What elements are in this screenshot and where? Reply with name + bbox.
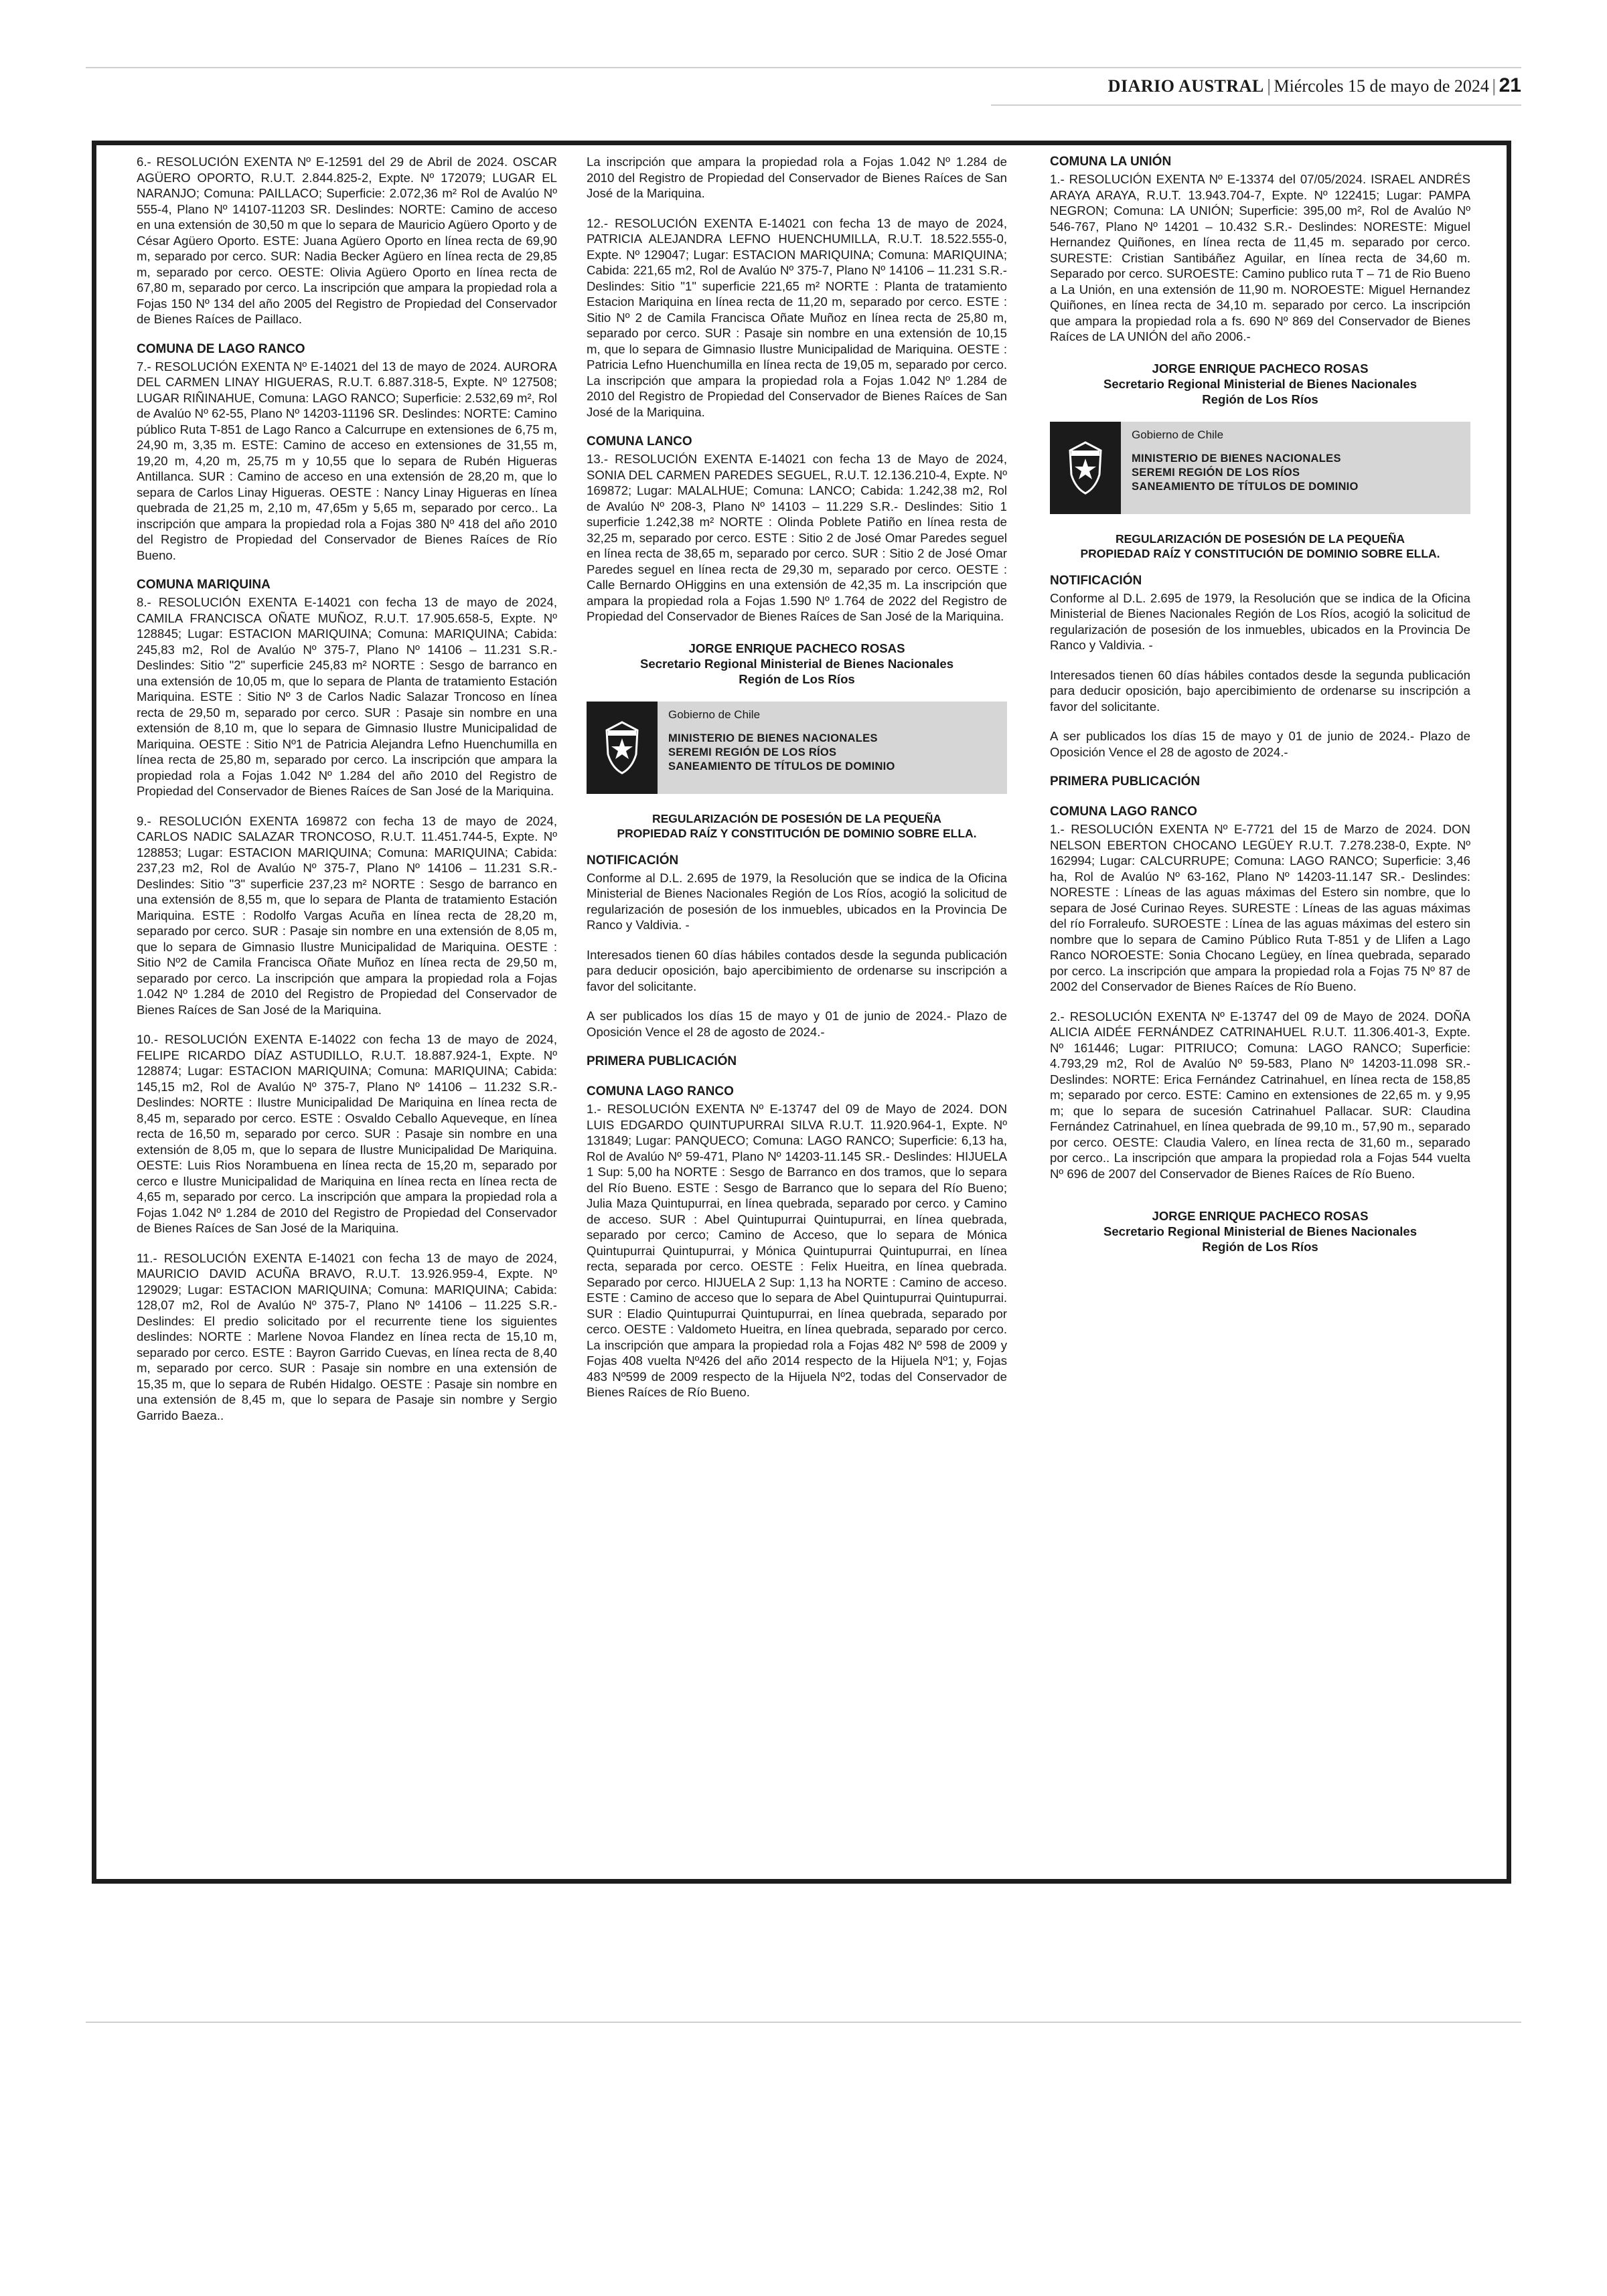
masthead-rule: [991, 104, 1521, 106]
section-heading-la-union: COMUNA LA UNIÓN: [1050, 155, 1172, 169]
publication-dates-2: A ser publicados los días 15 de mayo y 01 de junio de 2024.- Plazo de Oposición Vence el 28 de agosto de 2024.-: [1050, 729, 1470, 759]
resolution-9: 9.- RESOLUCIÓN EXENTA 169872 con fecha 13 de mayo de 2024, CARLOS NADIC SALAZAR TRONCOSO, R.U.T. 11.451.744-5, Expte. Nº 128853; Lugar: ESTACION MARIQUINA; Comuna: MARIQUINA; Cabida: 237,23 m2, Rol de Avalúo Nº 375-7, Plano Nº 14106 – 11.231 S.R.- Deslindes: Sitio "3" superficie 237,23 m² NORTE : Sesgo de barranco en una extensión de 8,55 m, que lo separa de Planta de tratamiento Estación Mariquina. ESTE : Rodolfo Vargas Acuña en línea recta de 28,20 m, separado por cerco. SUR : Pasaje sin nombre en una extensión de 8,05 m, que lo separa de Gimnasio Ilustre Municipalidad de Mariquina. OESTE : Sitio Nº2 de Camila Francisca Oñate Muñoz en línea recta de 29,50 m, separado por cerco. La inscripción que ampara la propiedad rola a Fojas 1.042 Nº 1.284 de 2010 del Registro de Propiedad del Conservador de Bienes Raíces de San José de la Mariquina.: [137, 813, 557, 1017]
signatory-name: JORGE ENRIQUE PACHECO ROSAS: [688, 641, 905, 655]
section-heading-lago-ranco-3: COMUNA LAGO RANCO: [1050, 805, 1197, 819]
masthead: DIARIO AUSTRAL | Miércoles 15 de mayo de 2024 | 21: [1107, 74, 1521, 96]
notification-heading: NOTIFICACIÓN: [587, 853, 679, 868]
regularization-title-line-2: PROPIEDAD RAÍZ Y CONSTITUCIÓN DE DOMINIO SOBRE ELLA.: [1080, 546, 1440, 560]
signatory-region: Región de Los Ríos: [1202, 1240, 1318, 1254]
banner-saneamiento: SANEAMIENTO DE TÍTULOS DE DOMINIO: [668, 760, 895, 772]
government-banner: [587, 702, 1007, 794]
resolution-lago-ranco-1b: 1.- RESOLUCIÓN EXENTA Nº E-7721 del 15 de Marzo de 2024. DON NELSON EBERTON CHOCANO LEGÜEY R.U.T. 7.278.238-0, Expte. Nº 162994; Lugar: CALCURRUPE; Comuna: LAGO RANCO; Superficie: 3,46 ha, Rol de Avalúo Nº 63-162, Plano Nº 14203-11.147 SR.- Deslindes: NORESTE : Líneas de las aguas máximas del Estero sin nombre, que lo separa de José Curinao Reyes. SURESTE : Líneas de las aguas máximas del río Forraleufo. SUROESTE : Línea de las aguas máximas del estero sin nombre que lo separa de Camino Público Ruta T-851 y de Llifen a Lago Ranco NOROESTE: Sonia Chocano Legüey, en línea quebrada, separado por cerco. La inscripción que ampara la propiedad rola a Fojas 75 Nº 87 de 2002 del Conservador de Bienes Raíces de Río Bueno.: [1050, 822, 1470, 993]
column-1: [137, 154, 557, 1437]
resolution-11: 11.- RESOLUCIÓN EXENTA E-14021 con fecha 13 de mayo de 2024, MAURICIO DAVID ACUÑA BRAVO, R.U.T. 13.926.959-4, Expte. Nº 129029; Lugar: ESTACION MARIQUINA; Comuna: MARIQUINA; Cabida: 128,07 m2, Rol de Avalúo Nº 375-7, Plano Nº 14106 – 11.225 S.R.- Deslindes: El predio solicitado por el recurrente tiene los siguientes deslindes: NORTE : Marlene Novoa Flandez en línea recta de 15,10 m, separado por cerco. ESTE : Bayron Garrido Cuevas, en línea recta de 8,40 m, separado por cerco. SUR : Pasaje sin nombre en una extensión de 15,35 m, que lo separa de Rubén Hidalgo. OESTE : Pasaje sin nombre en una extensión de 8,45 m, que lo separa de Pasaje sin nombre y Sergio Garrido Baeza..: [137, 1250, 557, 1422]
regularization-title: [587, 811, 1007, 841]
notification-text-2: Conforme al D.L. 2.695 de 1979, la Resolución que se indica de la Oficina Ministerial de Bienes Nacionales Región de Los Ríos, acogió la solicitud de regularización de posesión de los inmuebles, ubicados en la Provincia De Ranco y Valdivia. -: [1050, 590, 1470, 652]
section-heading-lago-ranco-2: COMUNA LAGO RANCO: [587, 1084, 734, 1098]
banner-seremi: SEREMI REGIÓN DE LOS RÍOS: [668, 746, 837, 758]
chile-coat-of-arms-icon: [1050, 422, 1121, 514]
resolution-11-continued: La inscripción que ampara la propiedad rola a Fojas 1.042 Nº 1.284 de 2010 del Registro de Propiedad del Conservador de Bienes Raíces de San José de la Mariquina.: [587, 155, 1007, 200]
signature-block: [587, 641, 1007, 687]
bottom-rule: [86, 2022, 1521, 2023]
banner-gobierno: Gobierno de Chile: [1132, 428, 1224, 441]
chile-coat-of-arms-icon: [587, 702, 658, 794]
signatory-region: Región de Los Ríos: [1202, 392, 1318, 406]
notification-text: Conforme al D.L. 2.695 de 1979, la Resolución que se indica de la Oficina Ministerial de Bienes Nacionales Región de Los Ríos, acogió la solicitud de regularización de posesión de los inmuebles, ubicados en la Provincia De Ranco y Valdivia. -: [587, 870, 1007, 932]
signatory-title: Secretario Regional Ministerial de Bienes Nacionales: [1103, 1224, 1418, 1238]
resolution-lago-ranco-2: 2.- RESOLUCIÓN EXENTA Nº E-13747 del 09 de Mayo de 2024. DOÑA ALICIA AIDÉE FERNÁNDEZ CATRINAHUEL R.U.T. 11.306.401-3, Expte. Nº 161446; Lugar: PITRIUCO; Comuna: LAGO RANCO; Superficie: 4.793,29 m2, Rol de Avalúo Nº 59-583, Plano Nº 14203-11.098 SR.- Deslindes: NORTE: Erica Fernández Catrinahuel, en línea recta de 158,85 m; separado por cerco. ESTE: Camino en extensiones de 22,65 m. y 9,95 m; que lo separa de sucesión Catrinahuel Pallacar. SUR: Claudina Fernández Catrinahuel, en línea quebrada de 99,10 m., 57,90 m., separado por cerco. OESTE: Claudia Valero, en línea recta de 31,60 m., separado por cerco.. La inscripción que ampara la propiedad rola a Fojas 544 vuelta Nº 696 de 2007 del Conservador de Bienes Raíces de Río Bueno.: [1050, 1009, 1470, 1181]
opposition-text-2: Interesados tienen 60 días hábiles contados desde la segunda publicación para deducir oposición, bajo apercibimiento de ordenarse su inscripción a favor del solicitante.: [1050, 667, 1470, 714]
section-heading-lago-ranco: COMUNA DE LAGO RANCO: [137, 341, 305, 356]
signatory-region: Región de Los Ríos: [739, 671, 855, 686]
first-publication-heading-2: PRIMERA PUBLICACIÓN: [1050, 774, 1201, 789]
banner-gobierno: Gobierno de Chile: [668, 708, 761, 721]
signature-block-2: [1050, 361, 1470, 407]
signature-block-3: [1050, 1208, 1470, 1254]
column-2: [587, 154, 1007, 1414]
resolution-7: 7.- RESOLUCIÓN EXENTA Nº E-14021 del 13 de mayo de 2024. AURORA DEL CARMEN LINAY HIGUERAS, R.U.T. 6.887.318-5, Expte. Nº 127508; LUGAR RIÑINAHUE, Comuna: LAGO RANCO; Superficie: 2.532,69 m², Rol de Avalúo Nº 62-55, Plano Nº 14203-11196 SR. Deslindes: NORTE: Camino público Ruta T-851 de Lago Ranco a Calcurrupe en extensiones de 6,75 m, 24,90 m, 3,35 m. ESTE: Camino de acceso en extensiones de 31,55 m, 19,20 m, 4,20 m, 25,75 m y 10,55 que lo separa de Rubén Higueras Antillanca. SUR : Camino de acceso en una extensión de 28,20 m, que lo separa de Carlos Linay Higueras. OESTE : Nancy Linay Higueras en línea quebrada de 21,25 m, 2,10 m, 47,65m y 5,65 m, separado por cerco.. La inscripción que ampara la propiedad rola a Fojas 380 Nº 418 del año 2010 del Registro de Propiedad del Conservador de Bienes Raíces de Río Bueno.: [137, 359, 557, 562]
regularization-title-2: [1050, 531, 1470, 561]
signatory-name: JORGE ENRIQUE PACHECO ROSAS: [1152, 1209, 1369, 1223]
banner-ministry: MINISTERIO DE BIENES NACIONALES: [1132, 453, 1341, 465]
page-number: 21: [1499, 74, 1521, 96]
banner-seremi: SEREMI REGIÓN DE LOS RÍOS: [1132, 467, 1300, 479]
regularization-title-line-1: REGULARIZACIÓN DE POSESIÓN DE LA PEQUEÑA: [1115, 531, 1405, 546]
regularization-title-line-2: PROPIEDAD RAÍZ Y CONSTITUCIÓN DE DOMINIO SOBRE ELLA.: [617, 826, 977, 840]
first-publication-heading: PRIMERA PUBLICACIÓN: [587, 1054, 737, 1068]
newspaper-name: DIARIO AUSTRAL: [1107, 76, 1264, 96]
notification-heading-2: NOTIFICACIÓN: [1050, 573, 1142, 588]
column-3: [1050, 154, 1470, 1269]
resolution-6: 6.- RESOLUCIÓN EXENTA Nº E-12591 del 29 de Abril de 2024. OSCAR AGÜERO OPORTO, R.U.T. 2.844.825-2, Expte. Nº 172079; LUGAR EL NARANJO; Comuna: PAILLACO; Superficie: 2.072,36 m² Rol de Avalúo Nº 555-4, Plano Nº 14107-11203 SR. Deslindes: NORTE: Camino de acceso en una extensión de 30,50 m que lo separa de Mauricio Agüero Oporto y de César Agüero Oporto. ESTE: Juana Agüero Oporto en línea recta de 69,90 m, separado por cerco. SUR: Nadia Becker Agüero en línea recta de 29,85 m, separado por cerco. OESTE: Olivia Agüero Oporto en línea recta de 67,80 m, separado por cerco. La inscripción que ampara la propiedad rola a Fojas 150 Nº 134 del año 2005 del Registro de Propiedad del Conservador de Bienes Raíces de Paillaco.: [137, 155, 557, 326]
government-banner-2: [1050, 422, 1470, 514]
top-rule: [86, 67, 1521, 68]
banner-saneamiento: SANEAMIENTO DE TÍTULOS DE DOMINIO: [1132, 481, 1359, 493]
resolution-10: 10.- RESOLUCIÓN EXENTA E-14022 con fecha 13 de mayo de 2024, FELIPE RICARDO DÍAZ ASTUDILLO, R.U.T. 18.887.924-1, Expte. Nº 128874; Lugar: ESTACION MARIQUINA; Comuna: MARIQUINA; Cabida: 145,15 m2, Rol de Avalúo Nº 375-7, Plano Nº 14106 – 11.232 S.R.- Deslindes: NORTE : Ilustre Municipalidad De Mariquina en línea recta de 8,45 m, separado por cerco. ESTE : Osvaldo Ceballo Aqueveque, en línea recta de 16,50 m, separado por cerco. SUR : Pasaje sin nombre en una extensión de 8,05 m, que lo separa de Ilustre Municipalidad De Mariquina. OESTE: Luis Rios Norambuena en línea recta de 15,20 m, separado por cerco e Ilustre Municipalidad de Mariquina en línea recta en línea recta de 4,65 m, separado por cerco. La inscripción que ampara la propiedad rola a Fojas 1.042 Nº 1.284 de 2010 del Registro de Propiedad del Conservador de Bienes Raíces de San José de la Mariquina.: [137, 1032, 557, 1235]
signatory-name: JORGE ENRIQUE PACHECO ROSAS: [1152, 361, 1369, 376]
resolution-13: 13.- RESOLUCIÓN EXENTA E-14021 con fecha 13 de Mayo de 2024, SONIA DEL CARMEN PAREDES SEGUEL, R.U.T. 12.136.210-4, Expte. Nº 169872; Lugar: MALALHUE; Comuna: LANCO; Cabida: 1.242,38 m2, Rol de Avalúo Nº 208-3, Plano Nº 14103 – 11.229 S.R.- Deslindes: Sitio 1 superficie 1.242,38 m² NORTE : Olinda Poblete Patiño en línea resta de 32,25 m, separado por cerco. ESTE : Sitio 2 de José Omar Paredes seguel en línea recta de 38,65 m, separado por cerco. SUR : Sitio 2 de José Omar Paredes seguel en línea recta de 29,30 m, separado por cerco. OESTE : Calle Bernardo OHiggins en una extensión de 42,35 m. La inscripción que ampara la propiedad rola a Fojas 1.590 Nº 1.764 de 2022 del Registro de Propiedad del Conservador de Bienes Raíces de San José de la Mariquina.: [587, 452, 1007, 623]
signatory-title: Secretario Regional Ministerial de Bienes Nacionales: [639, 656, 954, 671]
issue-date: Miércoles 15 de mayo de 2024: [1274, 76, 1489, 96]
section-heading-lanco: COMUNA LANCO: [587, 434, 692, 448]
section-heading-mariquina: COMUNA MARIQUINA: [137, 578, 271, 592]
resolution-la-union-1: 1.- RESOLUCIÓN EXENTA Nº E-13374 del 07/05/2024. ISRAEL ANDRÉS ARAYA ARAYA, R.U.T. 13.943.704-7, Expte. Nº 122415; Lugar: PAMPA NEGRON; Comuna: LA UNIÓN; Superficie: 395,00 m², Rol de Avalúo Nº 546-767, Plano Nº 14201 – 10.432 S.R.- Deslindes: NORESTE: Miguel Hernandez Quiñones, en línea recta de 11,45 m. separado por cerco. SURESTE: Cristian Santibáñez Aguilar, en línea recta de 34,60 m. Separado por cerco. SUROESTE: Camino publico ruta T – 71 de Rio Bueno a La Unión, en una extensión de 11,90 m. NOROESTE: Miguel Hernandez Quiñones, en línea recta de 34,10 m. separado por cerco. La inscripción que ampara la propiedad rola a fs. 690 Nº 869 del Conservador de Bienes Raíces de LA UNIÓN del año 2006.-: [1050, 172, 1470, 343]
resolution-lago-ranco-1: 1.- RESOLUCIÓN EXENTA Nº E-13747 del 09 de Mayo de 2024. DON LUIS EDGARDO QUINTUPURRAI SILVA R.U.T. 11.920.964-1, Expte. Nº 131849; Lugar: PANQUECO; Comuna: LAGO RANCO; Superficie: 6,13 ha, Rol de Avalúo Nº 59-471, Plano Nº 14203-11.145 SR.- Deslindes: HIJUELA 1 Sup: 5,00 ha NORTE : Sesgo de Barranco en dos tramos, que lo separa del Río Bueno. ESTE : Sesgo de Barranco que lo separa del Río Bueno; Julia Maza Quintupurrai, en línea quebrada, separado por cerco. y Camino de acceso. SUR : Abel Quintupurrai Quintupurrai, en línea quebrada, separado por cerco; Camino de Acceso, que lo separa de Mónica Quintupurrai Quintupurrai, y Mónica Quintupurrai Quintupurrai, en línea recta, separada por cerco. OESTE : Felix Hueitra, en línea quebrada. Separado por cerco. HIJUELA 2 Sup: 1,13 ha NORTE : Camino de acceso. ESTE : Camino de acceso que lo separa de Abel Quintupurrai Quintupurrai. SUR : Eladio Quintupurrai Quintupurrai, en línea quebrada, separado por cerco. OESTE : Valdometo Hueitra, en línea quebrada, separado por cerco. La inscripción que ampara la propiedad rola a Fojas 482 Nº 598 de 2009 y Fojas 408 vuelta Nº426 del año 2014 respecto de la Hijuela Nº1; y, Fojas 483 Nº599 de 2009 respecto de la Hijuela Nº2, todas del Conservador de Bienes Raíces de Río Bueno.: [587, 1102, 1007, 1399]
regularization-title-line-1: REGULARIZACIÓN DE POSESIÓN DE LA PEQUEÑA: [652, 811, 942, 825]
resolution-8: 8.- RESOLUCIÓN EXENTA E-14021 con fecha 13 de mayo de 2024, CAMILA FRANCISCA OÑATE MUÑOZ, R.U.T. 17.905.658-5, Expte. Nº 128845; Lugar: ESTACION MARIQUINA; Comuna: MARIQUINA; Cabida: 245,83 m2, Rol de Avalúo Nº 375-7, Plano Nº 14106 – 11.231 S.R.- Deslindes: Sitio "2" superficie 245,83 m² NORTE : Sesgo de barranco en una extensión de 10,05 m, que lo separa de Planta de tratamiento Estación Mariquina. ESTE : Sitio Nº 3 de Carlos Nadic Salazar Troncoso en línea recta de 29,50 m, separado por cerco. SUR : Pasaje sin nombre en una extensión de 8,10 m, que lo separa de Gimnasio Ilustre Municipalidad de Mariquina. OESTE : Sitio Nº1 de Patricia Alejandra Lefno Huenchumilla en línea recta de 25,80 m, separado por cerco. La inscripción que ampara la propiedad rola a Fojas 1.042 Nº 1.284 del año 2010 del Registro de Propiedad del Conservador de Bienes Raíces de San José de la Mariquina.: [137, 595, 557, 798]
opposition-text: Interesados tienen 60 días hábiles contados desde la segunda publicación para deducir oposición, bajo apercibimiento de ordenarse su inscripción a favor del solicitante.: [587, 947, 1007, 993]
signatory-title: Secretario Regional Ministerial de Bienes Nacionales: [1103, 376, 1418, 391]
resolution-12: 12.- RESOLUCIÓN EXENTA E-14021 con fecha 13 de mayo de 2024, PATRICIA ALEJANDRA LEFNO HUENCHUMILLA, R.U.T. 18.522.555-0, Expte. Nº 129047; Lugar: ESTACION MARIQUINA; Comuna: MARIQUINA; Cabida: 221,65 m2, Rol de Avalúo Nº 375-7, Plano Nº 14106 – 11.231 S.R.- Deslindes: Sitio "1" superficie 221,65 m² NORTE : Planta de tratamiento Estacion Mariquina en línea recta de 11,20 m, separado por cerco. ESTE : Sitio Nº 2 de Camila Francisca Oñate Muñoz en línea recta de 25,80 m, separado por cerco. SUR : Pasaje sin nombre en una extensión de 10,15 m, que lo separa de Gimnasio Ilustre Municipalidad de Mariquina. OESTE : Patricia Lefno Huenchumilla en línea recta de 19,05 m, separado por cerco. La inscripción que ampara la propiedad rola a Fojas 1.042 Nº 1.284 de 2010 del Registro de Propiedad del Conservador de Bienes Raíces de San José de la Mariquina.: [587, 216, 1007, 419]
publication-dates: A ser publicados los días 15 de mayo y 01 de junio de 2024.- Plazo de Oposición Vence el 28 de agosto de 2024.-: [587, 1009, 1007, 1039]
banner-ministry: MINISTERIO DE BIENES NACIONALES: [668, 732, 878, 744]
